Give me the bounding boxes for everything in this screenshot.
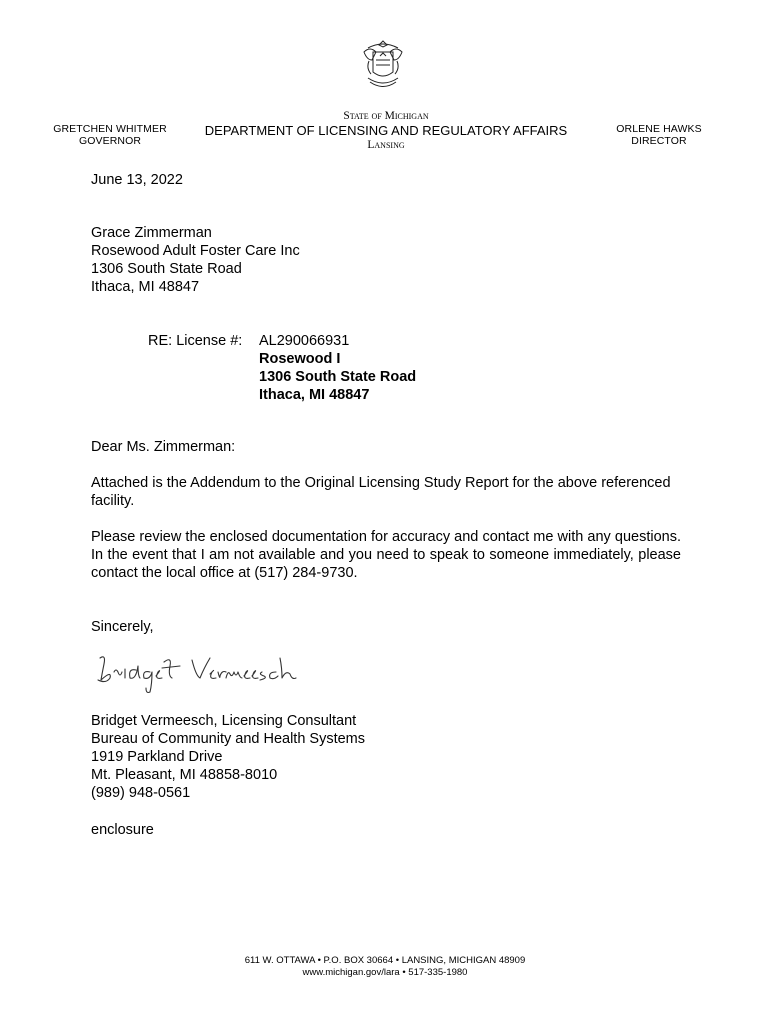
sender-block bbox=[91, 712, 365, 802]
handwritten-signature bbox=[92, 648, 302, 696]
facility-street: 1306 South State Road bbox=[259, 369, 417, 385]
paragraph-review: Please review the enclosed documentation for accuracy and contact me with any questions. In the event that I am not available and you need to speak to someone immediately, please contact the local office at (517) 284-9730. bbox=[91, 529, 681, 581]
governor-name: GRETCHEN WHITMER bbox=[53, 123, 167, 135]
paragraph-addendum: Attached is the Addendum to the Original Licensing Study Report for the above referenced facility. bbox=[91, 475, 671, 509]
recipient-address bbox=[91, 224, 300, 296]
department-name: DEPARTMENT OF LICENSING AND REGULATORY AFFAIRS bbox=[204, 123, 568, 138]
sender-city: Mt. Pleasant, MI 48858-8010 bbox=[91, 767, 278, 783]
sender-phone: (989) 948-0561 bbox=[91, 785, 191, 801]
director-title: DIRECTOR bbox=[631, 135, 687, 147]
re-label: RE: License #: bbox=[148, 333, 243, 349]
salutation: Dear Ms. Zimmerman: bbox=[91, 439, 236, 455]
sender-street: 1919 Parkland Drive bbox=[91, 749, 223, 765]
footer-address: 611 W. OTTAWA • P.O. BOX 30664 • LANSING, MICHIGAN 48909 bbox=[244, 955, 526, 966]
facility-city: Ithaca, MI 48847 bbox=[259, 387, 370, 403]
director-block bbox=[594, 123, 724, 147]
letter-date: June 13, 2022 bbox=[91, 172, 183, 188]
sender-bureau: Bureau of Community and Health Systems bbox=[91, 731, 366, 747]
facility-name: Rosewood I bbox=[259, 351, 341, 367]
recipient-name: Grace Zimmerman bbox=[91, 225, 212, 241]
re-details bbox=[259, 332, 416, 404]
recipient-street: 1306 South State Road bbox=[91, 261, 242, 277]
recipient-city: Ithaca, MI 48847 bbox=[91, 279, 200, 295]
state-line: State of Michigan bbox=[343, 110, 429, 122]
enclosure-note: enclosure bbox=[91, 822, 154, 838]
governor-block bbox=[45, 123, 175, 147]
closing: Sincerely, bbox=[91, 619, 154, 635]
license-number: AL290066931 bbox=[259, 333, 350, 349]
department-header bbox=[195, 110, 577, 152]
governor-title: GOVERNOR bbox=[78, 135, 142, 147]
recipient-organization: Rosewood Adult Foster Care Inc bbox=[91, 243, 300, 259]
michigan-state-seal-icon bbox=[358, 38, 408, 94]
city-line: Lansing bbox=[367, 139, 405, 151]
director-name: ORLENE HAWKS bbox=[616, 123, 702, 135]
footer-contact: www.michigan.gov/lara • 517-335-1980 bbox=[302, 967, 468, 978]
sender-name-title: Bridget Vermeesch, Licensing Consultant bbox=[91, 713, 357, 729]
page-footer bbox=[0, 955, 770, 979]
